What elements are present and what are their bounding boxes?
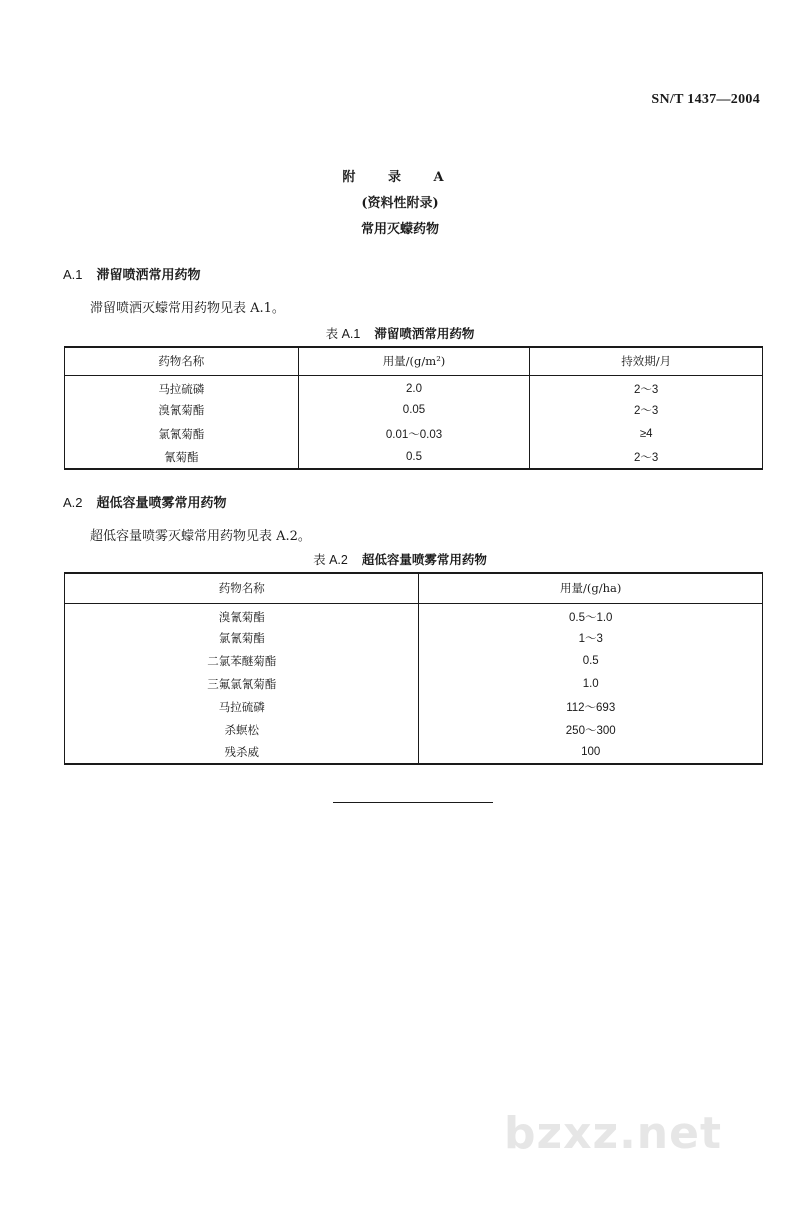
section-paragraph-a2: 超低容量喷雾灭蠓常用药物见表 A.2。 [90,529,311,544]
table-number: 表 A.1 [325,327,361,341]
table-cell: 2～3 [634,383,659,396]
table-cell: ≥4 [639,427,653,440]
table-a1 [64,346,763,470]
table-cell: 112～693 [566,701,616,714]
table-cell: 1.0 [582,677,599,690]
section-number: A.2 [63,495,83,510]
column-header: 用量/(g/m²) [298,347,530,375]
table-row [65,422,763,446]
appendix-subtitle: (资料性附录) [361,196,439,211]
section-heading-a1 [63,264,201,283]
end-rule [333,802,493,803]
table-cell: 1～3 [578,632,603,645]
table-cell: 马拉硫磷 [65,375,299,399]
table-cell: 0.5 [582,654,599,667]
table-number: 表 A.2 [313,553,348,567]
standard-code: SN/T 1437—2004 [651,92,760,107]
table-row [65,718,763,741]
table-cell: 氯氰菊酯 [65,422,299,446]
table-cell: 250～300 [565,724,616,737]
table-cell: 残杀威 [65,741,419,764]
table-row [65,446,763,470]
table-caption-text: 超低容量喷雾常用药物 [361,552,487,567]
table-cell: 0.5～1.0 [568,611,613,624]
table-cell: 马拉硫磷 [65,695,419,718]
table-cell: 杀螟松 [65,718,419,741]
table-cell: 0.01～0.03 [298,422,530,446]
section-heading-a2 [63,492,227,511]
column-header: 药物名称 [65,347,299,375]
section-title: 超低容量喷雾常用药物 [96,496,227,511]
table-header-row [65,347,763,375]
table-header-row [65,573,763,603]
section-paragraph-a1: 滞留喷洒灭蠓常用药物见表 A.1。 [90,301,285,316]
appendix-title: 附 录 A [342,170,458,185]
appendix-name: 常用灭蠓药物 [360,222,439,237]
table-cell: 氰菊酯 [65,446,299,470]
table-cell: 二氯苯醚菊酯 [65,649,419,672]
table-cell: 2～3 [634,451,659,464]
table-row [65,695,763,718]
table-row [65,399,763,423]
table-cell: 2.0 [298,375,530,399]
table-cell: 2～3 [634,405,659,418]
table-row [65,626,763,649]
table-row [65,672,763,695]
watermark: bzxz.net [503,1108,722,1159]
column-header: 用量/(g/ha) [419,573,763,603]
column-header: 药物名称 [65,573,419,603]
table-row [65,741,763,764]
table-cell: 溴氰菊酯 [65,399,299,423]
table-caption-a2 [0,550,800,568]
table-cell: 0.05 [298,399,530,423]
table-caption-text: 滞留喷洒常用药物 [374,326,475,341]
table-cell: 三氟氯氰菊酯 [65,672,419,695]
table-caption-a1 [0,324,800,342]
table-cell: 100 [581,746,601,758]
table-cell: 溴氰菊酯 [65,603,419,626]
section-number: A.1 [63,267,83,282]
table-row [65,603,763,626]
column-header: 持效期/月 [530,347,763,375]
table-cell: 氯氰菊酯 [65,626,419,649]
section-title: 滞留喷洒常用药物 [96,268,201,283]
table-cell: 0.5 [298,446,530,470]
table-row [65,375,763,399]
table-a2 [64,572,763,765]
table-row [65,649,763,672]
